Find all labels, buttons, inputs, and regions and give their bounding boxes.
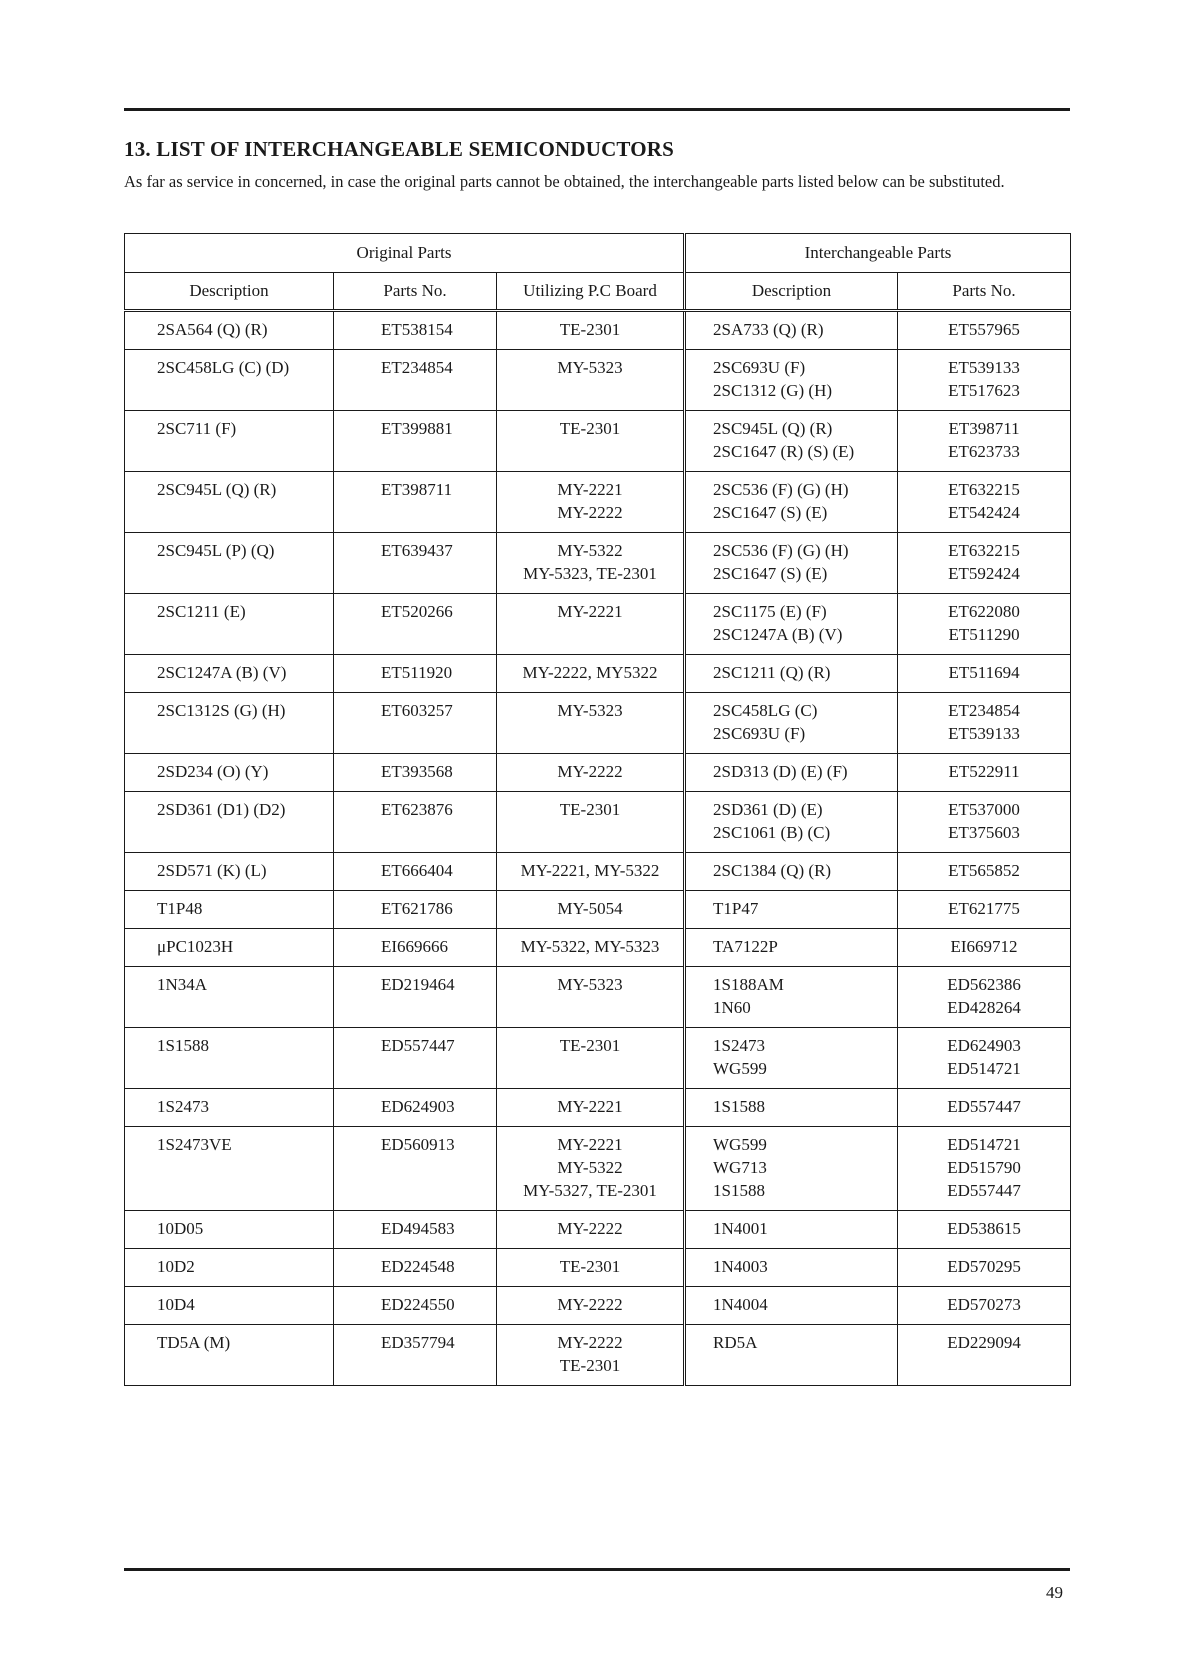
interchangeable-parts-no-cell-line: ET522911	[948, 762, 1020, 781]
utilizing-board-cell	[497, 594, 685, 655]
original-description-cell: 2SC711 (F)	[125, 411, 334, 472]
interchangeable-description-cell-line: 2SC1175 (E) (F)	[713, 602, 827, 621]
interchangeable-parts-no-cell-line: ED515790	[947, 1158, 1021, 1177]
interchangeable-description-cell-line: 1S1588	[713, 1097, 765, 1116]
utilizing-board-cell	[497, 891, 685, 929]
interchangeable-parts-no-cell-line: ET621775	[948, 899, 1020, 918]
utilizing-board-cell-line: TE-2301	[559, 419, 621, 438]
utilizing-board-cell-line: TE-2301	[559, 1356, 621, 1375]
original-parts-no-cell: ET666404	[334, 853, 497, 891]
interchangeable-description-cell	[685, 1287, 898, 1325]
interchangeable-description-cell	[685, 472, 898, 533]
interchangeable-parts-no-cell-line: ET398711	[948, 419, 1020, 438]
original-parts-no-cell: ET393568	[334, 754, 497, 792]
utilizing-board-cell-line: MY-2222	[557, 1333, 623, 1352]
original-description-cell: 2SA564 (Q) (R)	[125, 311, 334, 350]
interchangeable-parts-no-cell	[898, 1287, 1071, 1325]
interchangeable-parts-no-cell-line: ED557447	[947, 1097, 1021, 1116]
interchangeable-description-cell-line: 2SC1647 (S) (E)	[713, 564, 828, 583]
interchangeable-parts-no-cell-line: ED428264	[947, 998, 1021, 1017]
interchangeable-parts-no-cell-line: ED624903	[947, 1036, 1021, 1055]
original-parts-no-cell: ED560913	[334, 1127, 497, 1211]
original-parts-no-cell: ET538154	[334, 311, 497, 350]
table-row	[125, 594, 1071, 655]
interchangeable-description-cell	[685, 754, 898, 792]
interchangeable-description-cell	[685, 655, 898, 693]
interchangeable-description-cell-line: 2SC1211 (Q) (R)	[713, 663, 831, 682]
utilizing-board-cell-line: MY-5322	[557, 1158, 623, 1177]
interchangeable-parts-header: Interchangeable Parts	[685, 234, 1071, 273]
bottom-rule	[124, 1568, 1070, 1571]
col-original-description: Description	[125, 273, 334, 311]
interchangeable-description-cell-line: 2SC693U (F)	[713, 724, 806, 743]
interchangeable-parts-no-cell	[898, 533, 1071, 594]
original-parts-no-cell: ET639437	[334, 533, 497, 594]
utilizing-board-cell-line: MY-2221	[557, 1097, 623, 1116]
interchangeable-description-cell	[685, 1127, 898, 1211]
original-parts-no-cell: ED624903	[334, 1089, 497, 1127]
table-row	[125, 472, 1071, 533]
original-description-cell: 1S2473	[125, 1089, 334, 1127]
table-row	[125, 1325, 1071, 1386]
interchangeable-description-cell-line: RD5A	[713, 1333, 758, 1352]
interchangeable-description-cell-line: 1S1588	[713, 1181, 765, 1200]
utilizing-board-cell-line: MY-5323	[557, 358, 623, 377]
original-description-cell: 2SC945L (Q) (R)	[125, 472, 334, 533]
interchangeable-description-cell	[685, 792, 898, 853]
interchangeable-parts-no-cell-line: ET375603	[948, 823, 1020, 842]
table-row	[125, 1287, 1071, 1325]
original-description-cell: 2SC1312S (G) (H)	[125, 693, 334, 754]
column-header-row	[125, 273, 1071, 311]
utilizing-board-cell-line: MY-5054	[557, 899, 623, 918]
original-parts-no-cell: ED224548	[334, 1249, 497, 1287]
interchangeable-description-cell-line: 2SC1647 (R) (S) (E)	[713, 442, 855, 461]
interchangeable-description-cell-line: 1N4001	[713, 1219, 768, 1238]
utilizing-board-cell-line: MY-2222	[557, 762, 623, 781]
interchangeable-description-cell-line: WG599	[713, 1059, 767, 1078]
original-description-cell: 2SC1211 (E)	[125, 594, 334, 655]
original-parts-no-cell: ED224550	[334, 1287, 497, 1325]
original-parts-no-cell: ET398711	[334, 472, 497, 533]
original-parts-no-cell: ED494583	[334, 1211, 497, 1249]
table-row	[125, 411, 1071, 472]
original-parts-no-cell: ET511920	[334, 655, 497, 693]
table-body	[125, 311, 1071, 1386]
table-row	[125, 1089, 1071, 1127]
original-parts-no-cell: ET623876	[334, 792, 497, 853]
interchangeable-description-cell	[685, 1249, 898, 1287]
original-description-cell: 10D4	[125, 1287, 334, 1325]
original-description-cell: 1N34A	[125, 967, 334, 1028]
utilizing-board-cell-line: TE-2301	[559, 320, 621, 339]
interchangeable-parts-no-cell	[898, 1211, 1071, 1249]
section-title: 13. LIST OF INTERCHANGEABLE SEMICONDUCTORS	[124, 137, 675, 161]
interchangeable-parts-no-cell-line: ET517623	[948, 381, 1020, 400]
original-description-cell: 2SD571 (K) (L)	[125, 853, 334, 891]
table-row	[125, 792, 1071, 853]
utilizing-board-cell-line: MY-5323	[557, 975, 623, 994]
utilizing-board-cell-line: MY-2221	[557, 602, 623, 621]
utilizing-board-cell	[497, 655, 685, 693]
interchangeable-description-cell	[685, 1325, 898, 1386]
utilizing-board-cell	[497, 929, 685, 967]
col-original-parts-no: Parts No.	[334, 273, 497, 311]
interchangeable-parts-no-cell	[898, 655, 1071, 693]
interchangeable-description-cell-line: 2SC1384 (Q) (R)	[713, 861, 832, 880]
original-description-cell: 2SC1247A (B) (V)	[125, 655, 334, 693]
utilizing-board-cell-line: MY-5322, MY-5323	[520, 937, 660, 956]
interchangeable-description-cell	[685, 411, 898, 472]
utilizing-board-cell-line: TE-2301	[559, 1036, 621, 1055]
interchangeable-parts-no-cell-line: ED514721	[947, 1135, 1021, 1154]
interchangeable-parts-no-cell	[898, 929, 1071, 967]
interchangeable-parts-no-cell-line: ET511694	[948, 663, 1020, 682]
utilizing-board-cell	[497, 1089, 685, 1127]
utilizing-board-cell	[497, 754, 685, 792]
original-description-cell: 1S1588	[125, 1028, 334, 1089]
original-parts-no-cell: ET520266	[334, 594, 497, 655]
utilizing-board-cell-line: MY-5327, TE-2301	[523, 1181, 657, 1200]
interchangeable-parts-no-cell	[898, 1089, 1071, 1127]
original-parts-header: Original Parts	[125, 234, 685, 273]
interchangeable-parts-no-cell-line: EI669712	[950, 937, 1018, 956]
interchangeable-description-cell-line: 1N60	[713, 998, 751, 1017]
table-row	[125, 533, 1071, 594]
interchangeable-parts-no-cell	[898, 967, 1071, 1028]
table-row	[125, 891, 1071, 929]
interchangeable-parts-no-cell-line: ET632215	[948, 480, 1020, 499]
interchangeable-parts-no-cell-line: ET622080	[948, 602, 1020, 621]
utilizing-board-cell-line: MY-2222, MY5322	[522, 663, 658, 682]
col-utilizing-board: Utilizing P.C Board	[497, 273, 685, 311]
interchangeable-description-cell	[685, 1211, 898, 1249]
table-row	[125, 1211, 1071, 1249]
interchangeable-parts-no-cell-line: ED538615	[947, 1219, 1021, 1238]
interchangeable-parts-no-cell-line: ET592424	[948, 564, 1020, 583]
interchangeable-description-cell-line: 1S2473	[713, 1036, 765, 1055]
interchangeable-parts-no-cell-line: ET632215	[948, 541, 1020, 560]
utilizing-board-cell	[497, 1325, 685, 1386]
utilizing-board-cell-line: MY-5323	[557, 701, 623, 720]
interchangeable-parts-no-cell-line: ET234854	[948, 701, 1020, 720]
interchangeable-parts-no-cell	[898, 311, 1071, 350]
interchangeable-description-cell	[685, 693, 898, 754]
interchangeable-description-cell-line: 2SC536 (F) (G) (H)	[713, 541, 849, 560]
interchangeable-description-cell-line: 2SC458LG (C)	[713, 701, 818, 720]
utilizing-board-cell	[497, 693, 685, 754]
original-parts-no-cell: ET621786	[334, 891, 497, 929]
original-description-cell: 2SC945L (P) (Q)	[125, 533, 334, 594]
utilizing-board-cell	[497, 853, 685, 891]
utilizing-board-cell	[497, 1249, 685, 1287]
interchangeable-description-cell	[685, 891, 898, 929]
interchangeable-parts-no-cell	[898, 1127, 1071, 1211]
utilizing-board-cell	[497, 792, 685, 853]
interchangeable-parts-no-cell-line: ED570273	[947, 1295, 1021, 1314]
original-parts-no-cell: ED357794	[334, 1325, 497, 1386]
interchangeable-parts-no-cell	[898, 411, 1071, 472]
top-rule	[124, 108, 1070, 111]
page-number: 49	[1046, 1583, 1063, 1602]
interchangeable-parts-no-cell	[898, 853, 1071, 891]
interchangeable-parts-no-cell-line: ED570295	[947, 1257, 1021, 1276]
table-row	[125, 311, 1071, 350]
semiconductor-table-wrapper	[124, 233, 1070, 1386]
original-parts-no-cell: ED557447	[334, 1028, 497, 1089]
interchangeable-parts-no-cell	[898, 693, 1071, 754]
interchangeable-description-cell-line: 2SC536 (F) (G) (H)	[713, 480, 849, 499]
interchangeable-description-cell-line: 2SC1247A (B) (V)	[713, 625, 843, 644]
interchangeable-parts-no-cell	[898, 594, 1071, 655]
utilizing-board-cell-line: MY-2222	[557, 1219, 623, 1238]
original-parts-no-cell: ET399881	[334, 411, 497, 472]
interchangeable-description-cell-line: TA7122P	[713, 937, 778, 956]
utilizing-board-cell-line: TE-2301	[559, 800, 621, 819]
original-description-cell: μPC1023H	[125, 929, 334, 967]
interchangeable-parts-no-cell-line: ED514721	[947, 1059, 1021, 1078]
original-description-cell: 2SC458LG (C) (D)	[125, 350, 334, 411]
utilizing-board-cell	[497, 967, 685, 1028]
table-row	[125, 853, 1071, 891]
interchangeable-description-cell-line: 2SD313 (D) (E) (F)	[713, 762, 848, 781]
interchangeable-parts-no-cell	[898, 1249, 1071, 1287]
original-description-cell: 2SD361 (D1) (D2)	[125, 792, 334, 853]
original-description-cell: 10D2	[125, 1249, 334, 1287]
interchangeable-description-cell	[685, 929, 898, 967]
original-description-cell: 10D05	[125, 1211, 334, 1249]
interchangeable-parts-no-cell-line: ET539133	[948, 724, 1020, 743]
col-interchangeable-parts-no: Parts No.	[898, 273, 1071, 311]
interchangeable-description-cell-line: 2SC945L (Q) (R)	[713, 419, 833, 438]
interchangeable-parts-no-cell-line: ED562386	[947, 975, 1021, 994]
table-row	[125, 929, 1071, 967]
utilizing-board-cell	[497, 1028, 685, 1089]
interchangeable-description-cell	[685, 853, 898, 891]
interchangeable-description-cell	[685, 1028, 898, 1089]
interchangeable-description-cell-line: 1N4004	[713, 1295, 768, 1314]
utilizing-board-cell-line: MY-2221	[557, 480, 623, 499]
interchangeable-parts-no-cell	[898, 891, 1071, 929]
utilizing-board-cell-line: TE-2301	[559, 1257, 621, 1276]
utilizing-board-cell	[497, 411, 685, 472]
original-parts-no-cell: ET234854	[334, 350, 497, 411]
interchangeable-description-cell-line: 2SC1061 (B) (C)	[713, 823, 831, 842]
interchangeable-parts-no-cell-line: ET565852	[948, 861, 1020, 880]
original-parts-no-cell: EI669666	[334, 929, 497, 967]
original-parts-no-cell: ED219464	[334, 967, 497, 1028]
utilizing-board-cell	[497, 533, 685, 594]
interchangeable-description-cell	[685, 533, 898, 594]
col-interchangeable-description: Description	[685, 273, 898, 311]
table-row	[125, 1028, 1071, 1089]
interchangeable-parts-no-cell-line: ET537000	[948, 800, 1020, 819]
utilizing-board-cell-line: MY-5322	[557, 541, 623, 560]
table-row	[125, 655, 1071, 693]
utilizing-board-cell	[497, 1211, 685, 1249]
interchangeable-parts-no-cell	[898, 350, 1071, 411]
interchangeable-description-cell	[685, 1089, 898, 1127]
interchangeable-description-cell-line: T1P47	[713, 899, 759, 918]
table-row	[125, 350, 1071, 411]
utilizing-board-cell	[497, 472, 685, 533]
original-description-cell: T1P48	[125, 891, 334, 929]
table-row	[125, 754, 1071, 792]
interchangeable-parts-no-cell	[898, 1028, 1071, 1089]
interchangeable-parts-no-cell-line: ET623733	[948, 442, 1020, 461]
original-description-cell: TD5A (M)	[125, 1325, 334, 1386]
utilizing-board-cell	[497, 1287, 685, 1325]
utilizing-board-cell	[497, 350, 685, 411]
table-row	[125, 1127, 1071, 1211]
interchangeable-description-cell	[685, 350, 898, 411]
interchangeable-parts-no-cell-line: ED229094	[947, 1333, 1021, 1352]
interchangeable-description-cell	[685, 967, 898, 1028]
interchangeable-description-cell	[685, 311, 898, 350]
interchangeable-description-cell-line: 2SD361 (D) (E)	[713, 800, 823, 819]
original-description-cell: 2SD234 (O) (Y)	[125, 754, 334, 792]
interchangeable-parts-no-cell-line: ET542424	[948, 503, 1020, 522]
utilizing-board-cell-line: MY-5323, TE-2301	[523, 564, 657, 583]
interchangeable-parts-no-cell-line: ED557447	[947, 1181, 1021, 1200]
group-header-row	[125, 234, 1071, 273]
interchangeable-description-cell-line: WG599	[713, 1135, 767, 1154]
interchangeable-description-cell-line: 2SC693U (F)	[713, 358, 806, 377]
utilizing-board-cell	[497, 1127, 685, 1211]
interchangeable-description-cell-line: 1S188AM	[713, 975, 784, 994]
utilizing-board-cell	[497, 311, 685, 350]
interchangeable-description-cell-line: 2SC1647 (S) (E)	[713, 503, 828, 522]
interchangeable-semiconductors-table	[124, 233, 1071, 1386]
interchangeable-description-cell	[685, 594, 898, 655]
interchangeable-description-cell-line: 2SC1312 (G) (H)	[713, 381, 833, 400]
interchangeable-parts-no-cell	[898, 792, 1071, 853]
interchangeable-parts-no-cell-line: ET557965	[948, 320, 1020, 339]
interchangeable-parts-no-cell	[898, 1325, 1071, 1386]
interchangeable-parts-no-cell	[898, 472, 1071, 533]
interchangeable-parts-no-cell-line: ET539133	[948, 358, 1020, 377]
table-row	[125, 967, 1071, 1028]
utilizing-board-cell-line: MY-2222	[557, 503, 623, 522]
original-parts-no-cell: ET603257	[334, 693, 497, 754]
intro-paragraph: As far as service in concerned, in case the original parts cannot be obtained, the interchangeable parts listed below can be substituted.	[124, 172, 1005, 191]
original-description-cell: 1S2473VE	[125, 1127, 334, 1211]
table-row	[125, 693, 1071, 754]
utilizing-board-cell-line: MY-2221, MY-5322	[520, 861, 660, 880]
interchangeable-parts-no-cell-line: ET511290	[948, 625, 1020, 644]
interchangeable-description-cell-line: 1N4003	[713, 1257, 768, 1276]
utilizing-board-cell-line: MY-2221	[557, 1135, 623, 1154]
interchangeable-description-cell-line: 2SA733 (Q) (R)	[713, 320, 824, 339]
utilizing-board-cell-line: MY-2222	[557, 1295, 623, 1314]
interchangeable-parts-no-cell	[898, 754, 1071, 792]
table-row	[125, 1249, 1071, 1287]
interchangeable-description-cell-line: WG713	[713, 1158, 767, 1177]
